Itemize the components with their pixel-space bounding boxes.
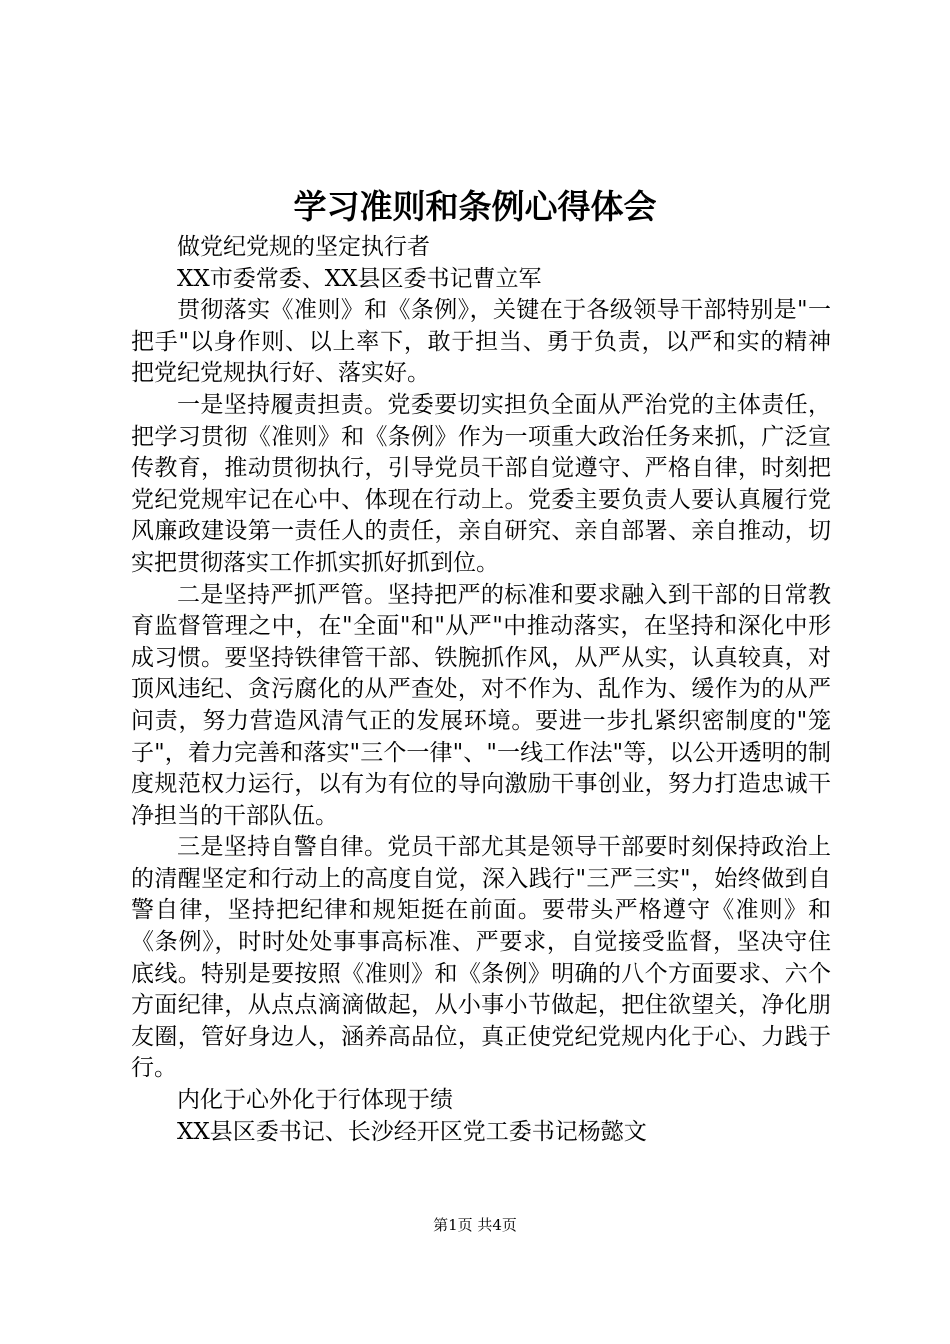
page-footer: 第1页 共4页 [433,1216,517,1234]
body-paragraph: 贯彻落实《准则》和《条例》，关键在于各级领导干部特别是"一把手"以身作则、以上率下，敢于担当、勇于负责，以严和实的精神把党纪党规执行好、落实好。 [131,297,831,387]
document-title: 学习准则和条例心得体会 [293,187,657,226]
body-paragraph: 一是坚持履责担责。党委要切实担负全面从严治党的主体责任，把学习贯彻《准则》和《条例》作为一项重大政治任务来抓，广泛宣传教育，推动贯彻执行，引导党员干部自觉遵守、严格自律，时刻把党纪党规牢记在心中、体现在行动上。党委主要负责人要认真履行党风廉政建设第一责任人的责任，亲自研究、亲自部署、亲自推动，切实把贯彻落实工作抓实抓好抓到位。 [131,391,831,576]
body-paragraph: 二是坚持严抓严管。坚持把严的标准和要求融入到干部的日常教育监督管理之中，在"全面"和"从严"中推动落实，在坚持和深化中形成习惯。要坚持铁律管干部、铁腕抓作风，从严从实，认真较真，对顶风违纪、贪污腐化的从严查处，对不作为、乱作为、缓作为的从严问责，努力营造风清气正的发展环境。要进一步扎紧织密制度的"笼子"，着力完善和落实"三个一律"、"一线工作法"等，以公开透明的制度规范权力运行，以有为有位的导向激励干事创业，努力打造忠诚干净担当的干部队伍。 [131,581,831,829]
author-line: XX县区委书记、长沙经开区党工委书记杨懿文 [177,1118,647,1145]
body-paragraph: 三是坚持自警自律。党员干部尤其是领导干部要时刻保持政治上的清醒坚定和行动上的高度自觉，深入践行"三严三实"，始终做到自警自律，坚持把纪律和规矩挺在前面。要带头严格遵守《准则》和《条例》，时时处处事事高标准、严要求，自觉接受监督，坚决守住底线。特别是要按照《准则》和《条例》明确的八个方面要求、六个方面纪律，从点点滴滴做起，从小事小节做起，把住欲望关，净化朋友圈，管好身边人，涵养高品位，真正使党纪党规内化于心、力践于行。 [131,834,831,1082]
section-heading: 做党纪党规的坚定执行者 [177,234,430,260]
document-body [131,232,831,1148]
section-heading: 内化于心外化于行体现于绩 [177,1087,453,1114]
author-line: XX市委常委、XX县区委书记曹立军 [177,265,542,292]
